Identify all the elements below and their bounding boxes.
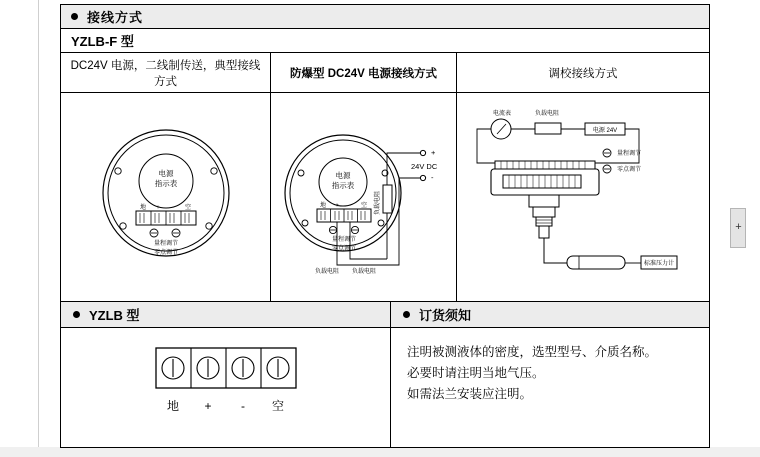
column-header-3: 调校接线方式 <box>548 67 618 80</box>
bottom-shadow <box>0 447 760 457</box>
diagram-explosion-proof-wiring <box>271 93 457 302</box>
load-resistor-label: 负载电阻 <box>535 111 560 117</box>
plus-icon[interactable]: + <box>735 221 742 233</box>
terminal-label-minus: - <box>349 203 351 209</box>
column-header-2: 防爆型 DC24V 电源接线方式 <box>271 53 457 92</box>
bottom-left-header <box>61 302 391 327</box>
wiring-table <box>60 4 710 448</box>
span-adjust-label: 量程调节 <box>153 241 179 247</box>
bottom-right-label: 负载电阻 <box>351 269 377 275</box>
column-header-row <box>61 53 709 93</box>
section-header <box>61 5 709 29</box>
supply-plus-label: + <box>431 148 436 157</box>
terminal-label-minus: - <box>241 399 245 413</box>
terminal-label-plus: + <box>156 205 160 211</box>
diagram-standard-wiring <box>61 93 271 302</box>
terminal-label-empty: 空 <box>360 203 368 209</box>
diagram-cell-explosion-proof-wiring <box>271 93 457 301</box>
side-expand-tab[interactable] <box>730 208 746 248</box>
bullet-icon <box>403 311 410 318</box>
model-row <box>61 29 709 53</box>
bottom-right-header <box>391 302 709 327</box>
zero-adjust-label: 零点调节 <box>153 250 179 256</box>
diagram-yzlb-terminals <box>61 328 391 447</box>
bottom-body-row <box>61 328 709 447</box>
dial-label-line2: 指示表 <box>154 179 178 188</box>
span-adjust-label: 量程调节 <box>331 237 357 243</box>
dial-label-line1: 电源 <box>335 171 351 180</box>
diagram-cell-standard-wiring <box>61 93 271 301</box>
diagram-calibration-wiring <box>457 93 709 302</box>
model-title: YZLB-F 型 <box>71 34 134 49</box>
diagram-row <box>61 93 709 302</box>
notice-line-2: 必要时请注明当地气压。 <box>407 366 545 380</box>
left-margin-rule <box>38 0 39 457</box>
terminal-label-plus: + <box>204 399 212 413</box>
bullet-icon <box>73 311 80 318</box>
diagram-cell-yzlb-terminals <box>61 328 391 447</box>
ammeter-label: 电流表 <box>493 111 512 117</box>
notice-line-3: 如需法兰安装应注明。 <box>407 387 533 401</box>
zero-adjust-label: 零点调节 <box>617 167 642 173</box>
terminal-label-empty: 空 <box>184 205 192 211</box>
terminal-label-ground: 地 <box>319 203 327 209</box>
supply-minus-label: - <box>431 173 434 182</box>
terminal-label-minus: - <box>172 205 174 211</box>
dial-label-line1: 电源 <box>158 169 174 178</box>
standard-gauge-label: 标准压力计 <box>643 261 675 267</box>
dial-label-line2: 指示表 <box>331 181 355 190</box>
notice-line-1: 注明被测液体的密度，选型型号、介质名称。 <box>407 345 658 359</box>
terminal-label-plus: + <box>335 203 339 209</box>
bottom-right-title: 订货须知 <box>419 308 472 323</box>
column-header-1: DC24V 电源，二线制传送，典型接线方式 <box>61 53 271 92</box>
diagram-cell-calibration-wiring <box>457 93 709 301</box>
zero-adjust-label: 零点调节 <box>331 246 357 252</box>
order-notice-body <box>391 328 709 447</box>
load-resistor-label: 负载电阻 <box>375 190 381 216</box>
bullet-icon <box>71 13 78 20</box>
bottom-left-label: 负载电阻 <box>314 269 340 275</box>
span-adjust-label: 量程调节 <box>617 151 642 157</box>
bottom-left-title: YZLB 型 <box>89 308 140 323</box>
page-title: 接线方式 <box>87 10 144 25</box>
power-supply-label: 电源 24V <box>592 128 618 134</box>
terminal-label-ground: 地 <box>139 205 147 211</box>
supply-voltage-label: 24V DC <box>411 162 438 171</box>
terminal-label-ground: 地 <box>166 399 180 413</box>
terminal-label-empty: 空 <box>271 399 285 413</box>
bottom-header-row <box>61 302 709 328</box>
